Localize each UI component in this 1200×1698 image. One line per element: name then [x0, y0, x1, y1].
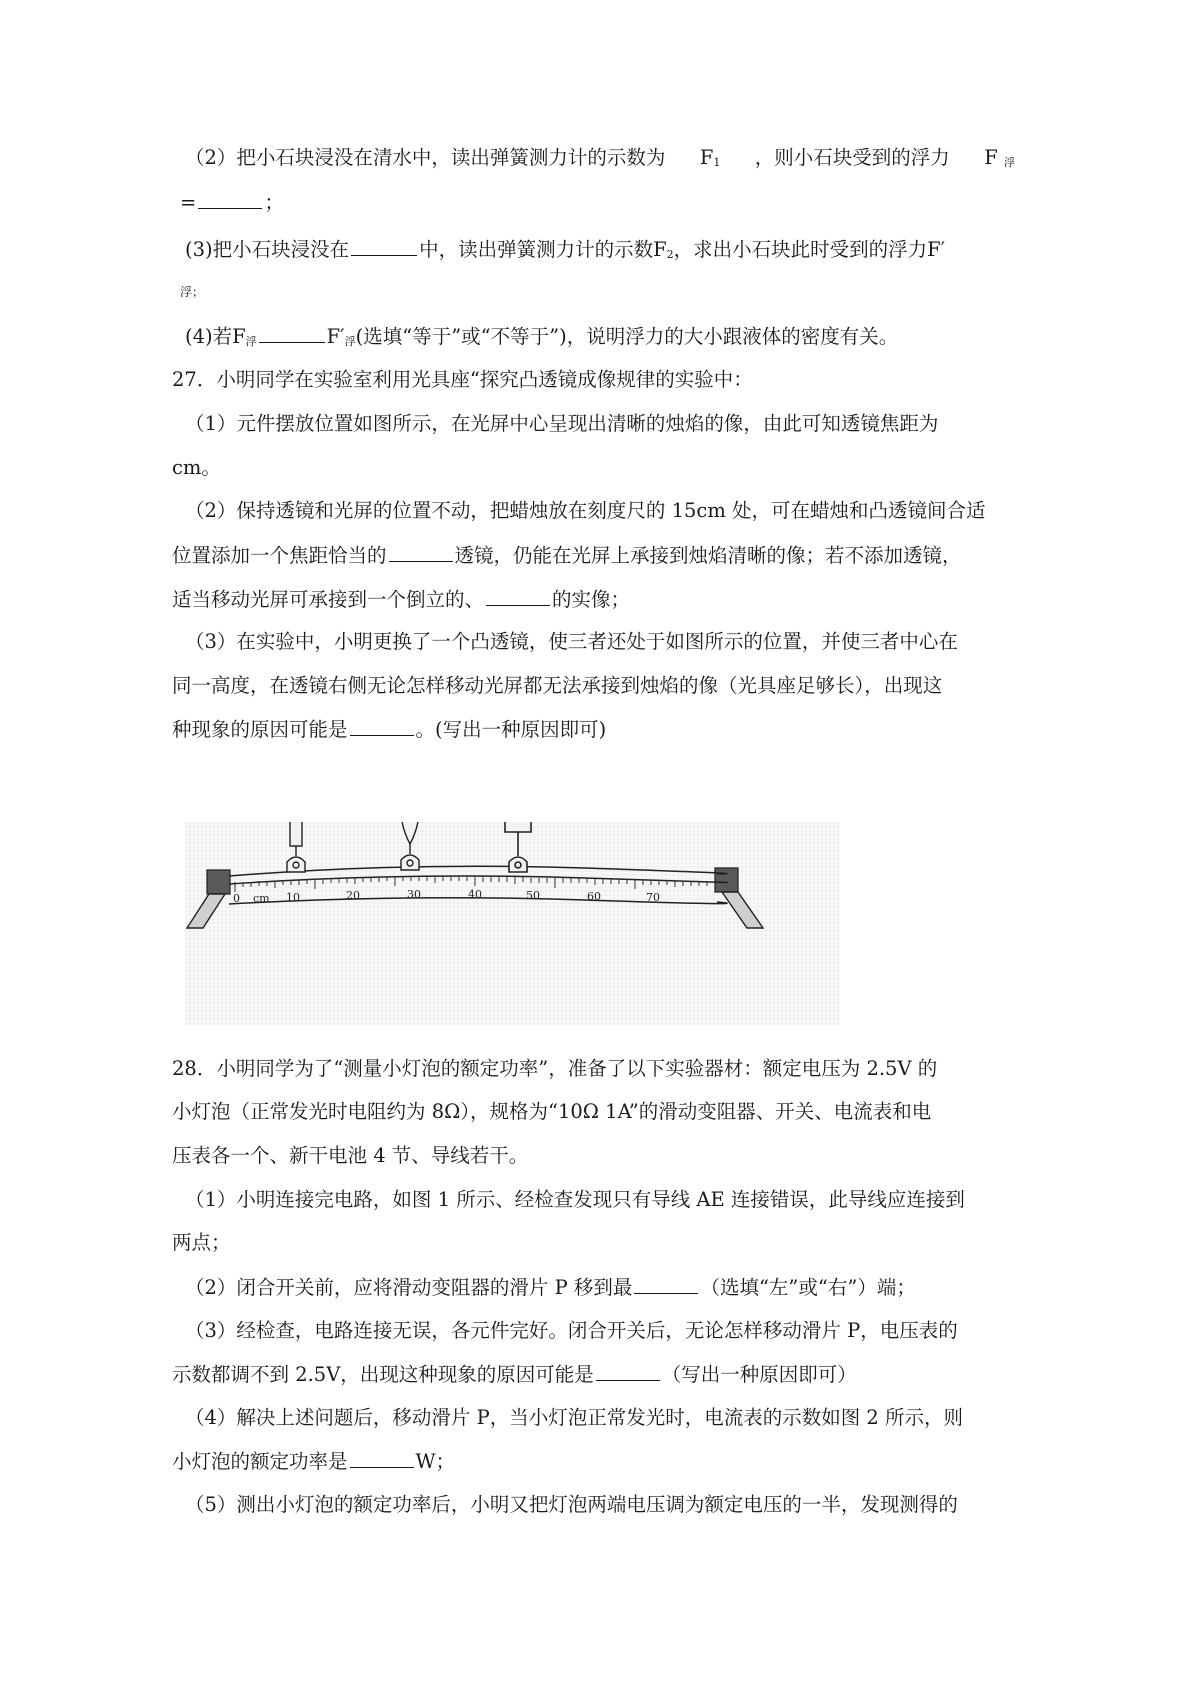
ruler-label-30: 30 [407, 888, 421, 901]
q26-p3-line2-end: ； [192, 285, 205, 299]
answer-blank[interactable] [351, 235, 417, 256]
q27-p3-line3-b: 。(写出一种原因即可) [415, 718, 607, 741]
q27-stem: 27．小明同学在实验室利用光具座“探究凸透镜成像规律的实验中： [172, 368, 753, 391]
ruler-label-70: 70 [646, 891, 660, 904]
q27-p2-line3-b: 的实像； [552, 588, 631, 611]
q28-p2-a: （2）闭合开关前，应将滑动变阻器的滑片 P 移到最 [185, 1276, 633, 1299]
q27-p3-line1: （3）在实验中，小明更换了一个凸透镜，使三者还处于如图所示的位置，并使三者中心在 [185, 630, 958, 653]
answer-blank[interactable] [198, 188, 262, 209]
q28-p2-b: （选填“左”或“右”）端； [700, 1276, 916, 1299]
ruler-label-0: 0 [233, 892, 240, 905]
q26-p2-mid: ，则小石块受到的浮力 [754, 146, 950, 169]
q26-p4-text: (4)若F [185, 325, 246, 348]
ruler-label-40: 40 [468, 888, 482, 901]
q28-p4-line2-b: W； [415, 1450, 456, 1473]
q26-p2-line2 [180, 188, 284, 217]
answer-blank[interactable] [596, 1360, 660, 1381]
answer-blank[interactable] [350, 1447, 414, 1468]
answer-blank[interactable] [389, 541, 453, 562]
q28-p5-line1: （5）测出小灯泡的额定功率后，小明又把灯泡两端电压调为额定电压的一半，发现测得的 [185, 1493, 958, 1516]
q26-p2-f1: F1 [699, 146, 721, 169]
q28-p1-line1: （1）小明连接完电路，如图 1 所示、经检查发现只有导线 AE 连接错误，此导线应连接到 [185, 1188, 965, 1211]
ruler-label-20: 20 [346, 889, 360, 902]
q27-p3-line2: 同一高度，在透镜右侧无论怎样移动光屏都无法承接到烛焰的像（光具座足够长），出现这 [172, 674, 943, 697]
q26-p3-line1 [185, 235, 945, 269]
q26-p2-line1 [185, 144, 1015, 177]
q28-stem-line1: 28．小明同学为了“测量小灯泡的额定功率”，准备了以下实验器材：额定电压为 2.5V 的 [172, 1057, 938, 1080]
answer-blank[interactable] [350, 715, 414, 736]
q26-p2-end: ； [264, 191, 284, 214]
q27-p2-line2 [172, 541, 962, 570]
q26-p4-sub: 浮 [245, 335, 257, 348]
q26-p4 [185, 322, 898, 356]
answer-blank[interactable] [634, 1273, 698, 1294]
q28-p4-line2 [172, 1447, 455, 1476]
q28-p4-line2-a: 小灯泡的额定功率是 [172, 1450, 348, 1473]
q26-p3-sub: 2 [666, 248, 674, 261]
q26-p2-eq: = [180, 191, 197, 214]
q27-p3-line3-a: 种现象的原因可能是 [172, 718, 348, 741]
ruler-label-10: 10 [286, 891, 300, 904]
optical-bench-drawing [185, 822, 840, 1025]
ruler-label-50: 50 [526, 889, 540, 902]
q26-p4-sub2: 浮 [344, 335, 356, 348]
q26-p4-mid: F′ [326, 325, 345, 348]
q28-p1-line2: 两点； [172, 1231, 231, 1254]
figure-background [185, 822, 840, 1025]
q27-p2-line1: （2）保持透镜和光屏的位置不动，把蜡烛放在刻度尺的 15cm 处，可在蜡烛和凸透镜间合适 [185, 499, 986, 522]
q28-p3-line2 [172, 1360, 857, 1389]
q26-p4-end: (选填“等于”或“不等于”)，说明浮力的大小跟液体的密度有关。 [355, 325, 899, 348]
q26-p3-mid: 中，读出弹簧测力计的示数F [419, 238, 667, 261]
optical-bench-figure [185, 822, 840, 1025]
q28-p4-line1: （4）解决上述问题后，移动滑片 P，当小灯泡正常发光时，电流表的示数如图 2 所示，则 [185, 1406, 964, 1429]
q26-p3-text: (3)把小石块浸没在 [185, 238, 350, 261]
q27-p3-line3 [172, 715, 606, 744]
ruler-label-60: 60 [587, 890, 601, 903]
q26-p3-line2 [180, 278, 204, 306]
ruler-label-cm: cm [253, 892, 270, 905]
q28-p3-line1: （3）经检查，电路连接无误，各元件完好。闭合开关后，无论怎样移动滑片 P，电压表的 [185, 1319, 958, 1342]
q28-stem-line3: 压表各一个、新干电池 4 节、导线若干。 [172, 1144, 529, 1167]
q26-p2-text: （2）把小石块浸没在清水中，读出弹簧测力计的示数为 [185, 146, 666, 169]
q28-p3-line2-b: （写出一种原因即可） [661, 1363, 857, 1386]
q27-p2-line3 [172, 585, 630, 614]
q28-p2 [185, 1273, 916, 1302]
q26-p2-f: F 浮 [984, 146, 1015, 169]
q27-p2-line2-a: 位置添加一个焦距恰当的 [172, 544, 387, 567]
q27-p2-line2-b: 透镜，仍能在光屏上承接到烛焰清晰的像；若不添加透镜， [454, 544, 962, 567]
q26-p3-end: ，求出小石块此时受到的浮力F′ [673, 238, 946, 261]
q27-p1-line1: （1）元件摆放位置如图所示，在光屏中心呈现出清晰的烛焰的像，由此可知透镜焦距为 [185, 412, 939, 435]
q27-p2-line3-a: 适当移动光屏可承接到一个倒立的、 [172, 588, 485, 611]
answer-blank[interactable] [259, 322, 325, 343]
answer-blank[interactable] [486, 585, 550, 606]
q27-p1-line2: cm。 [172, 456, 221, 479]
q26-p3-line2-sub: 浮 [180, 285, 193, 299]
q28-p3-line2-a: 示数都调不到 2.5V，出现这种现象的原因可能是 [172, 1363, 594, 1386]
q28-stem-line2: 小灯泡（正常发光时电阻约为 8Ω），规格为“10Ω 1A”的滑动变阻器、开关、电流表和电 [172, 1100, 932, 1123]
